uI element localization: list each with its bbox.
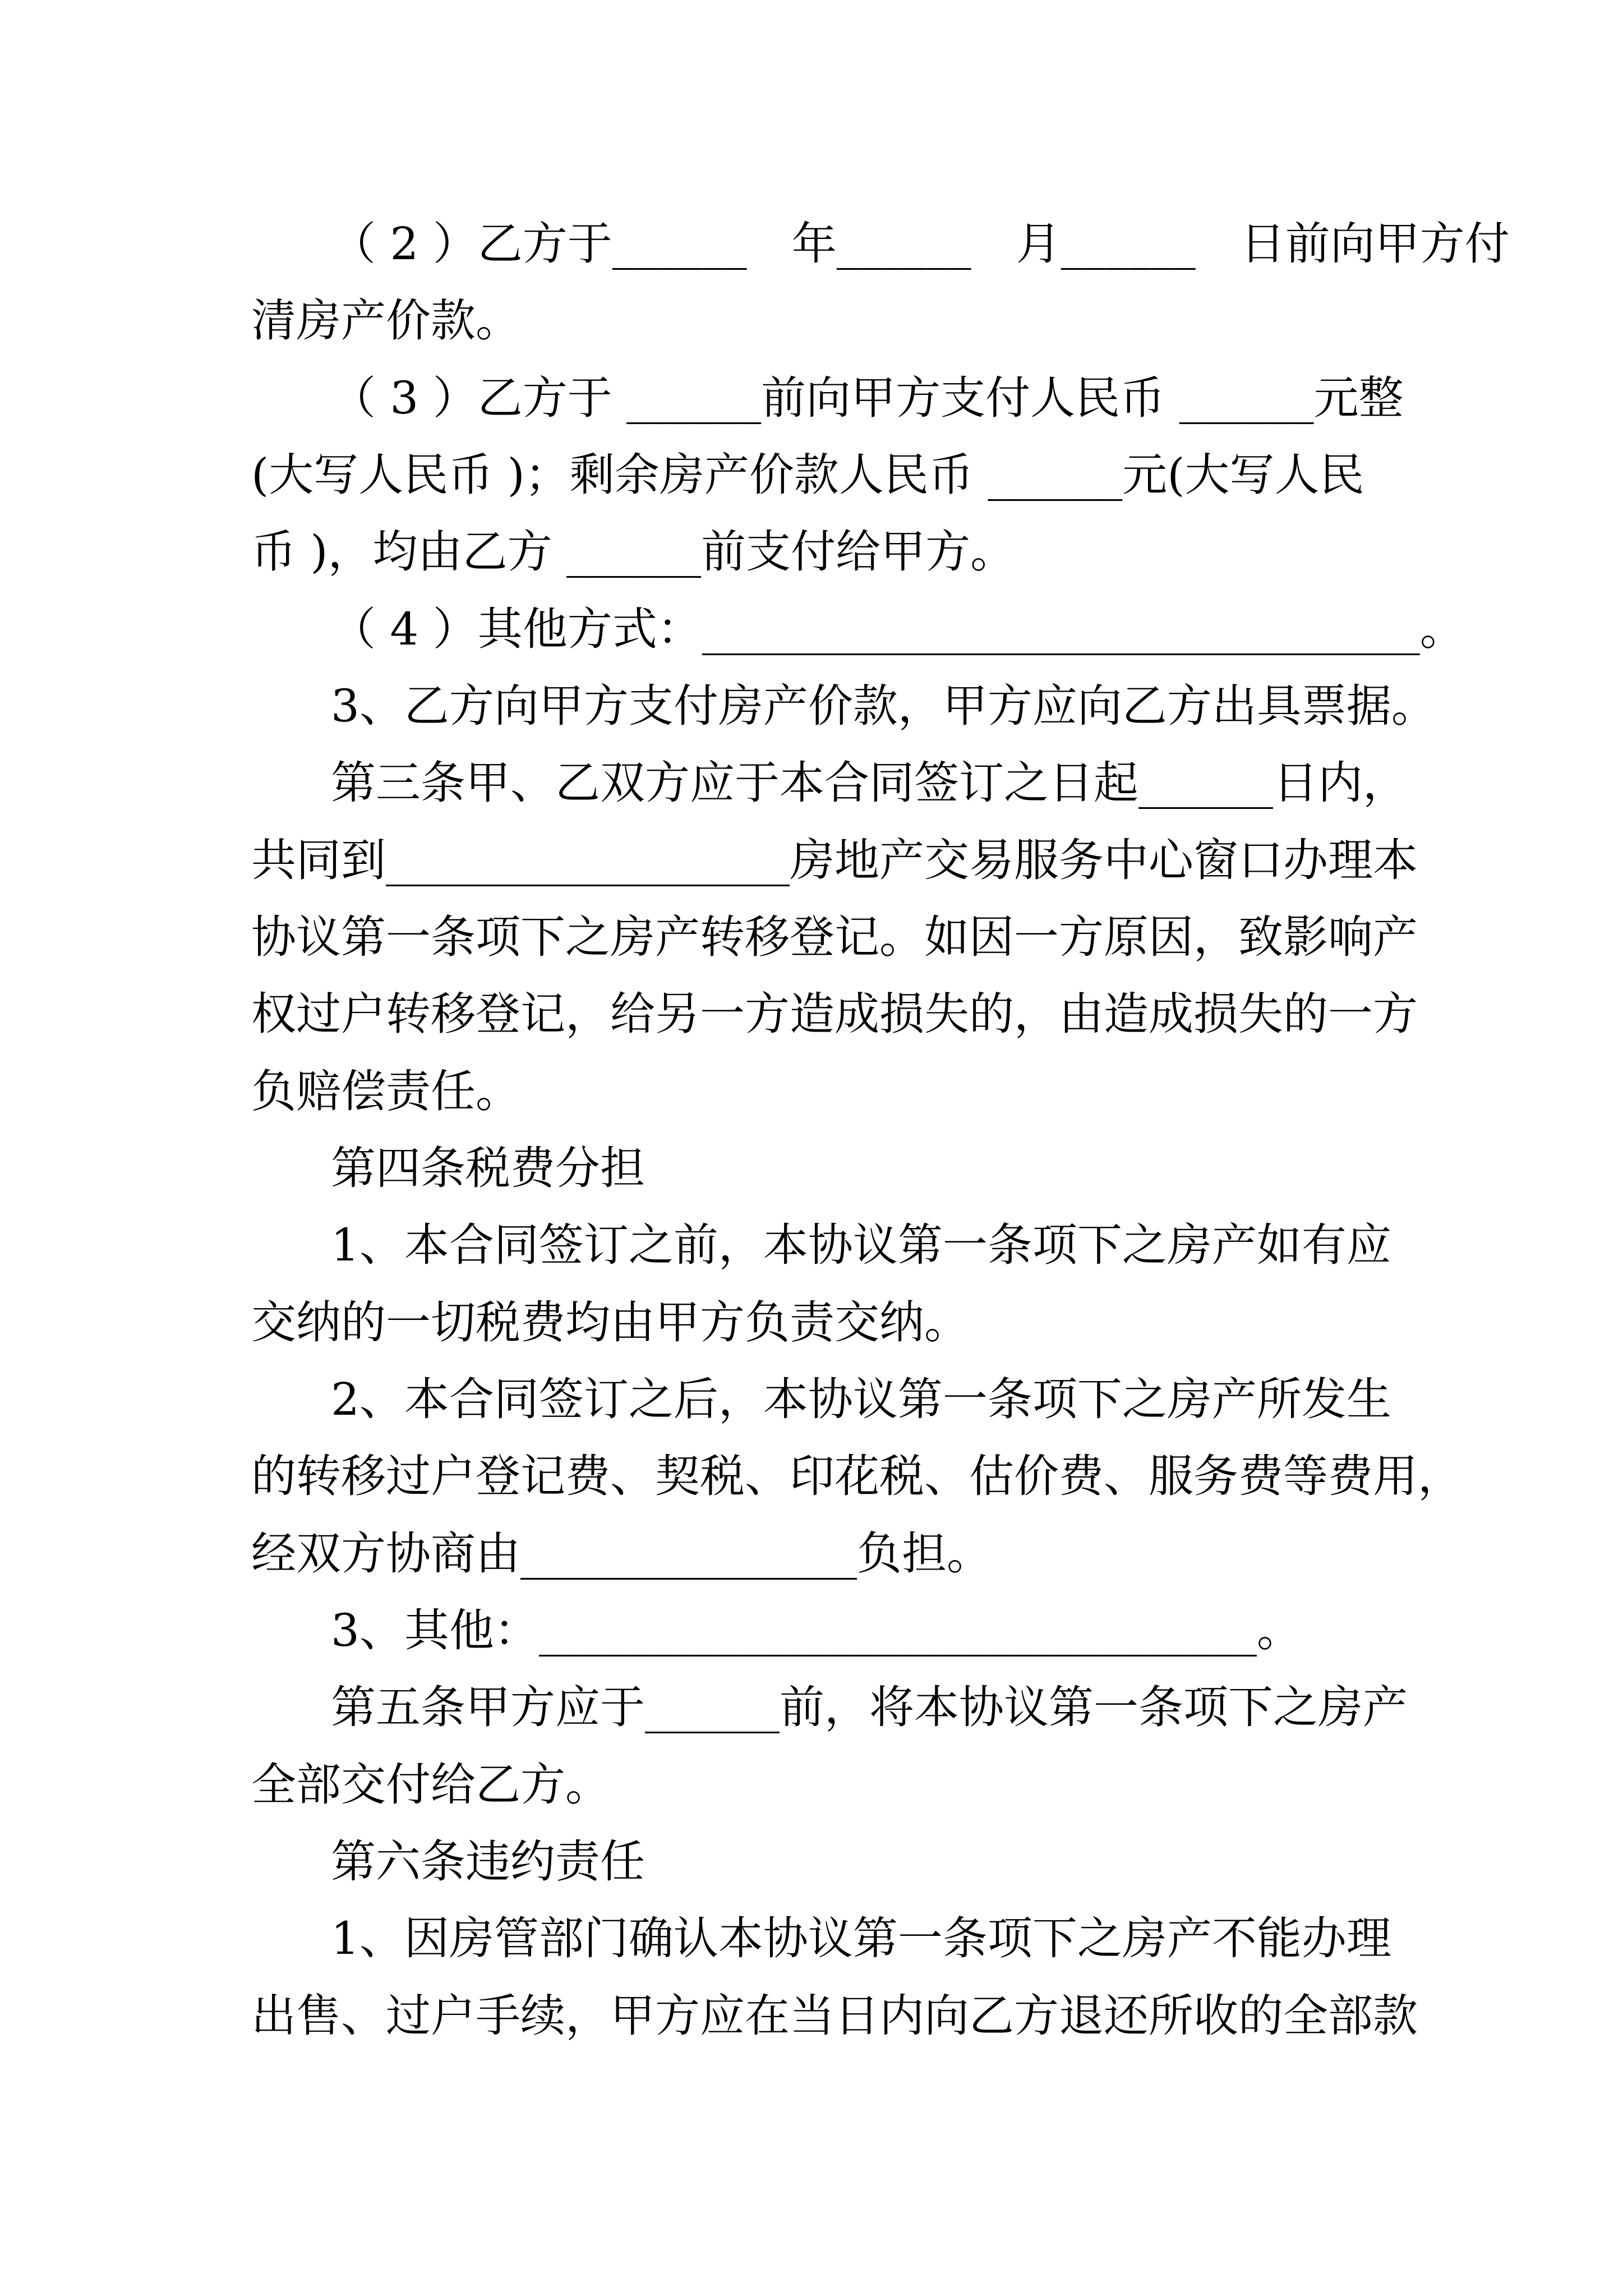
line-text: 清房产价款。 xyxy=(251,295,520,347)
text-line xyxy=(0,821,1623,900)
text-line xyxy=(0,1591,1623,1670)
line-text: 第五条甲方应于______前，将本协议第一条项下之房产 xyxy=(331,1681,1408,1733)
text-line xyxy=(0,1899,1623,1978)
line-text: 第六条违约责任 xyxy=(331,1835,645,1888)
line-text: 经双方协商由_______________负担。 xyxy=(251,1527,992,1580)
line-text: (大写人民币 )；剩余房产价款人民币 ______元(大写人民 xyxy=(251,449,1364,501)
line-text: 币 )，均由乙方 ______前支付给甲方。 xyxy=(251,526,1016,578)
line-text: 协议第一条项下之房产转移登记。如因一方原因，致影响产 xyxy=(251,911,1418,963)
section-heading xyxy=(0,1129,1623,1208)
section-heading xyxy=(0,1823,1623,1901)
text-line xyxy=(0,1668,1623,1747)
text-line xyxy=(0,1283,1623,1362)
line-text: 共同到__________________房地产交易服务中心窗口办理本 xyxy=(251,834,1418,886)
line-text: 1、本合同签订之前，本协议第一条项下之房产如有应 xyxy=(331,1219,1391,1271)
text-line xyxy=(0,282,1623,360)
text-line xyxy=(0,975,1623,1053)
text-line xyxy=(0,1360,1623,1439)
line-text: 交纳的一切税费均由甲方负责交纳。 xyxy=(251,1296,969,1349)
text-line xyxy=(0,205,1623,283)
line-text: 的转移过户登记费、契税、印花税、估价费、服务费等费用， xyxy=(251,1450,1463,1502)
line-text: 3、其他：________________________________。 xyxy=(331,1604,1302,1657)
text-line xyxy=(0,898,1623,977)
text-line xyxy=(0,1515,1623,1593)
line-text: （ 4 ）其他方式：________________________________。 xyxy=(331,603,1465,655)
line-text: （ 3 ）乙方于 ______前向甲方支付人民币 ______元整 xyxy=(331,372,1404,424)
text-line xyxy=(0,359,1623,438)
line-text: 权过户转移登记，给另一方造成损失的，由造成损失的一方 xyxy=(251,988,1418,1040)
text-line xyxy=(0,436,1623,514)
line-text: （ 2 ）乙方于______ 年______ 月______ 日前向甲方付 xyxy=(331,218,1510,270)
text-line xyxy=(0,1206,1623,1285)
line-text: 第四条税费分担 xyxy=(331,1142,645,1194)
text-line xyxy=(0,513,1623,591)
text-line xyxy=(0,590,1623,669)
line-text: 出售、过户手续，甲方应在当日内向乙方退还所收的全部款 xyxy=(251,1990,1418,2042)
line-text: 2、本合同签订之后，本协议第一条项下之房产所发生 xyxy=(331,1373,1391,1425)
text-line xyxy=(0,1746,1623,1824)
line-text: 1、因房管部门确认本协议第一条项下之房产不能办理 xyxy=(331,1912,1391,1964)
line-text: 负赔偿责任。 xyxy=(251,1065,520,1117)
text-line xyxy=(0,1052,1623,1131)
line-text: 全部交付给乙方。 xyxy=(251,1759,610,1811)
text-line xyxy=(0,744,1623,822)
text-line xyxy=(0,1977,1623,2055)
line-text: 第三条甲、乙双方应于本合同签订之日起______日内， xyxy=(331,757,1408,809)
line-text: 3、乙方向甲方支付房产价款，甲方应向乙方出具票据。 xyxy=(331,680,1436,732)
text-line xyxy=(0,1437,1623,1516)
text-line xyxy=(0,667,1623,746)
